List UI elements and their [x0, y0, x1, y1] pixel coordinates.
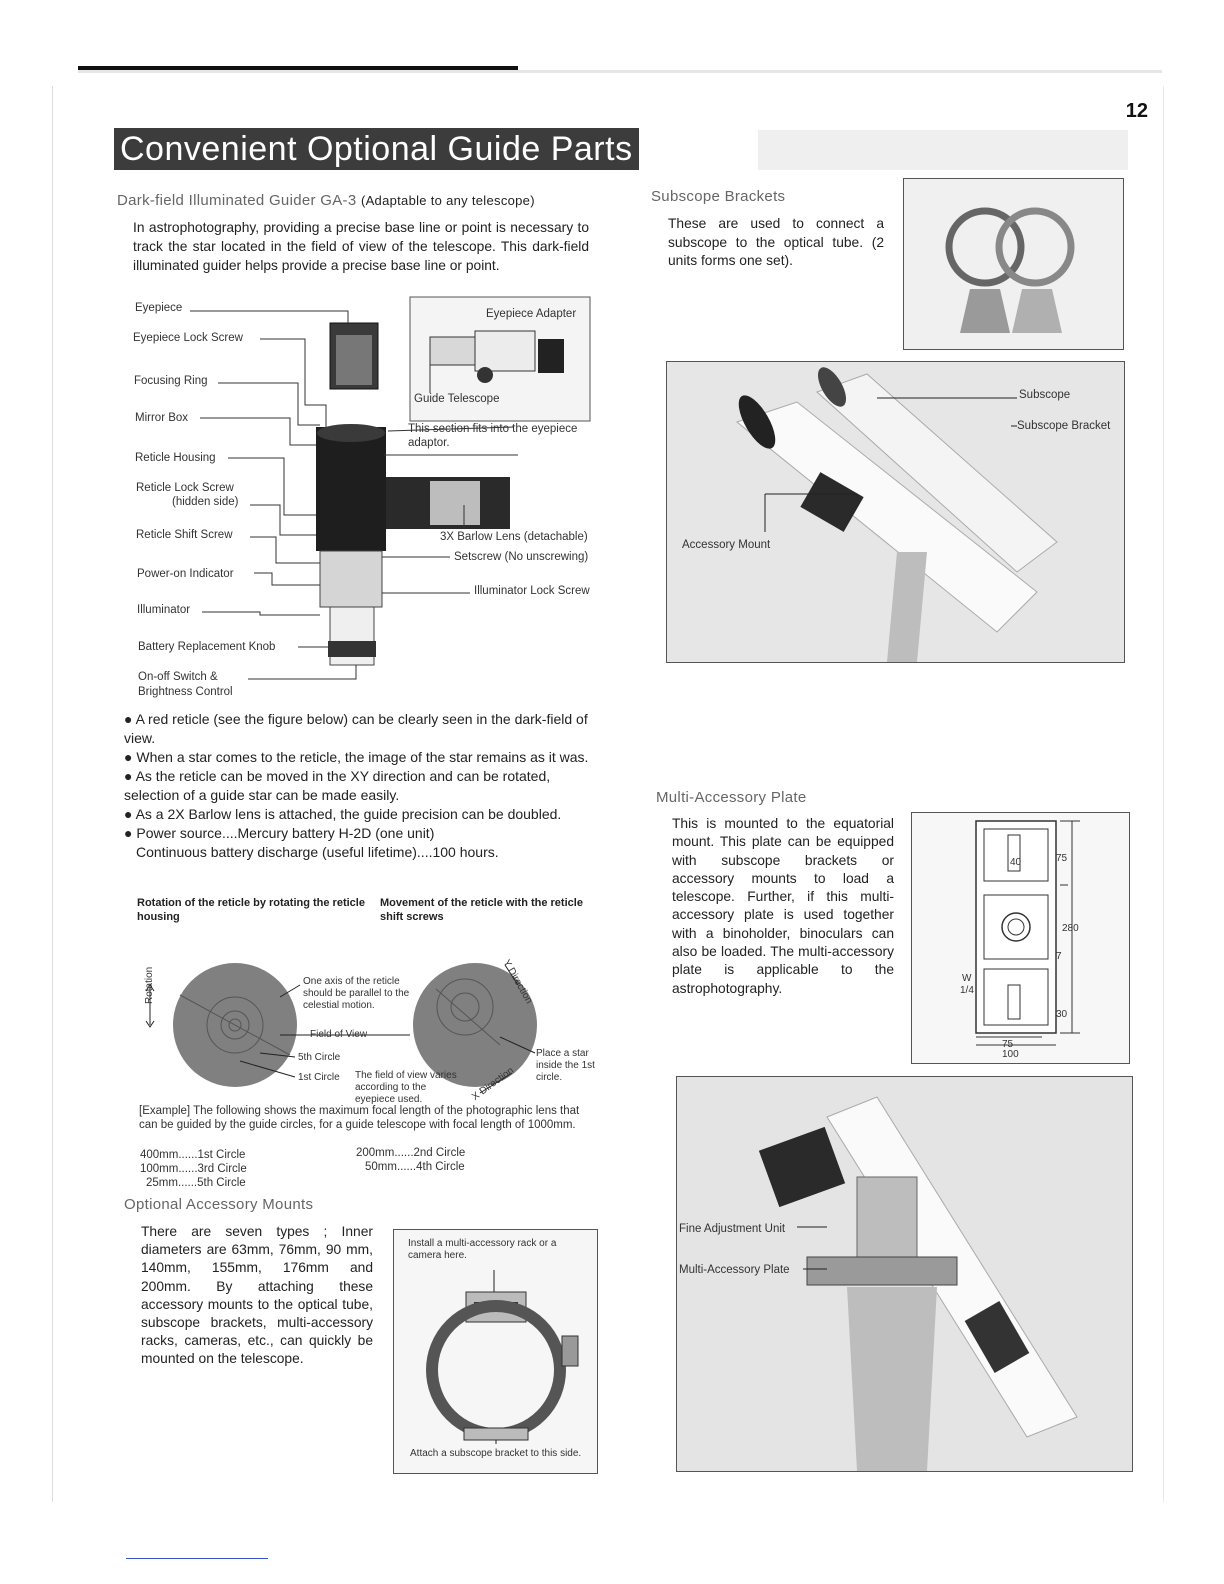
dim-75-bottom: 75: [1002, 1039, 1014, 1050]
mount-caption-top: Install a multi-accessory rack or a camera here.: [408, 1238, 557, 1261]
illuminator-shape: [320, 551, 382, 607]
dim-40: 40: [1010, 857, 1022, 868]
telescope-drawing: [667, 362, 1124, 662]
caption-rotation: Rotation of the reticle by rotating the reticle housing: [137, 897, 365, 923]
mount-ring-drawing: [414, 1266, 584, 1444]
label-brightness-control: Brightness Control: [138, 686, 233, 698]
dim-w: W: [962, 973, 972, 984]
eyepiece-barrel: [336, 335, 372, 385]
bracket-photo: [903, 178, 1124, 350]
y-direction-label: Y Direction: [500, 958, 535, 1006]
focal-item: 200mm......2nd Circle: [356, 1147, 466, 1159]
adapter-knob: [477, 367, 493, 383]
label-hidden-side: (hidden side): [172, 496, 239, 508]
place-star-label: Place a star inside the 1st circle.: [536, 1048, 595, 1083]
bracket-drawing: [940, 189, 1090, 339]
bullet-item: ● A red reticle (see the figure below) can be clearly seen in the dark-field of view.: [124, 711, 588, 746]
example-text: [Example] The following shows the maximum focal length of the photographic lens that can be guided by the guide circles, for a guide telescope with focal length of 1000mm.: [139, 1105, 580, 1131]
label-barlow: 3X Barlow Lens (detachable): [440, 531, 588, 543]
plate-title: Multi-Accessory Plate: [656, 789, 807, 806]
label-subscope: Subscope: [1019, 389, 1071, 401]
fifth-circle-label: 5th Circle: [298, 1052, 341, 1063]
rotation-label: Rotation: [144, 966, 155, 1004]
label-setscrew: Setscrew (No unscrewing): [454, 551, 589, 563]
plate-schematic: [912, 813, 1129, 1063]
plate-photo: [676, 1076, 1133, 1472]
switch-band: [328, 641, 376, 657]
dim-7: 7: [1056, 951, 1062, 962]
dim-quarter: 1/4: [960, 985, 974, 996]
plate-text: This is mounted to the equatorial mount. This plate can be equipped with subscope brackets or accessory mounts to load a telescope. Further, if this multi-accessory plate is used together with a binoholder, binoculars can also be loaded. The multi-accessory plate is applicable to the astrophotography.: [672, 816, 894, 996]
label-battery-knob: Battery Replacement Knob: [138, 641, 276, 653]
label-reticle-housing: Reticle Housing: [135, 452, 216, 464]
banner-bleed: [758, 130, 1128, 170]
guider-bullets: [124, 710, 594, 862]
focal-item: 100mm......3rd Circle: [140, 1163, 247, 1175]
field-of-view-label: Field of View: [310, 1029, 368, 1040]
one-axis-label: One axis of the reticle should be parallel to the celestial motion.: [303, 976, 410, 1011]
label-eyepiece-adapter: Eyepiece Adapter: [486, 308, 577, 320]
mounts-title: Optional Accessory Mounts: [124, 1196, 314, 1213]
dim-75: 75: [1056, 853, 1068, 864]
page-number: 12: [1125, 100, 1148, 122]
focal-item: 25mm......5th Circle: [146, 1177, 246, 1189]
dim-280: 280: [1062, 923, 1079, 934]
bullet-item: ● When a star comes to the reticle, the image of the star remains as it was.: [124, 749, 589, 765]
fov-note-label: The field of view varies according to the eyepiece used.: [355, 1070, 457, 1105]
subscope-title: Subscope Brackets: [651, 188, 786, 205]
mounts-text: There are seven types ; Inner diameters are 63mm, 76mm, 90 mm, 140mm, 155mm, 176mm and 200mm. By attaching these accessory mounts to the optical tube, subscope brackets, multi-accessory racks, cameras, etc., can quickly be mounted on the telescope.: [141, 1224, 373, 1367]
label-multi-accessory-plate: Multi-Accessory Plate: [679, 1264, 790, 1276]
dim-100: 100: [1002, 1049, 1019, 1060]
label-accessory-mount: Accessory Mount: [682, 539, 771, 551]
label-eyepiece: Eyepiece: [135, 302, 183, 314]
focal-item: 50mm......4th Circle: [365, 1161, 465, 1173]
first-circle-label: 1st Circle: [298, 1072, 340, 1083]
label-illuminator-lock: Illuminator Lock Screw: [474, 585, 590, 597]
subscope-photo: [666, 361, 1125, 663]
barlow-band: [430, 481, 480, 525]
dim-30: 30: [1056, 1009, 1068, 1020]
guider-title: Dark-field Illuminated Guider GA-3 (Adaptable to any telescope): [117, 192, 535, 209]
label-section-fits: This section fits into the eyepiece adaptor.: [408, 423, 578, 449]
top-shadow: [78, 70, 1162, 73]
bullet-item: ● Power source....Mercury battery H-2D (one unit): [124, 825, 435, 841]
label-guide-telescope: Guide Telescope: [414, 393, 500, 405]
subscope-text: These are used to connect a subscope to the optical tube. (2 units forms one set).: [668, 216, 884, 268]
label-reticle-shift-screw: Reticle Shift Screw: [136, 529, 233, 541]
focal-item: 400mm......1st Circle: [140, 1149, 246, 1161]
mount-caption-bottom: Attach a subscope bracket to this side.: [410, 1448, 582, 1459]
battery-line: Continuous battery discharge (useful lifetime)....100 hours.: [136, 844, 499, 860]
bullet-item: ● As the reticle can be moved in the XY direction and can be rotated, selection of a guide star can be made easily.: [124, 768, 551, 803]
mount-figure: [393, 1229, 598, 1474]
label-power-on-indicator: Power-on Indicator: [137, 568, 234, 580]
eyepiece-adapter-shape: [475, 331, 535, 371]
label-focusing-ring: Focusing Ring: [134, 375, 208, 387]
mirror-box-shape: [316, 427, 386, 551]
label-onoff-switch: On-off Switch &: [138, 671, 218, 683]
bullet-item: ● As a 2X Barlow lens is attached, the guide precision can be doubled.: [124, 806, 562, 822]
plate-drawing: [911, 812, 1130, 1064]
label-mirror-box: Mirror Box: [135, 412, 189, 424]
label-illuminator: Illuminator: [137, 604, 191, 616]
adapter-eyepiece: [538, 339, 564, 373]
page-title: Convenient Optional Guide Parts: [114, 128, 639, 170]
mirror-box-top: [317, 424, 385, 442]
guider-intro: In astrophotography, providing a precise base line or point is necessary to track the star located in the field of view of the telescope. This dark-field illuminated guider helps provide a precise base line or point.: [133, 220, 589, 273]
x-direction-label: X Direction: [470, 1065, 517, 1103]
label-fine-adjustment: Fine Adjustment Unit: [679, 1223, 786, 1235]
caption-movement: Movement of the reticle with the reticle shift screws: [380, 897, 583, 923]
label-subscope-bracket: Subscope Bracket: [1017, 420, 1111, 432]
footer-rule: [126, 1558, 268, 1559]
label-eyepiece-lock-screw: Eyepiece Lock Screw: [133, 332, 243, 344]
label-reticle-lock-screw: Reticle Lock Screw: [136, 482, 234, 494]
